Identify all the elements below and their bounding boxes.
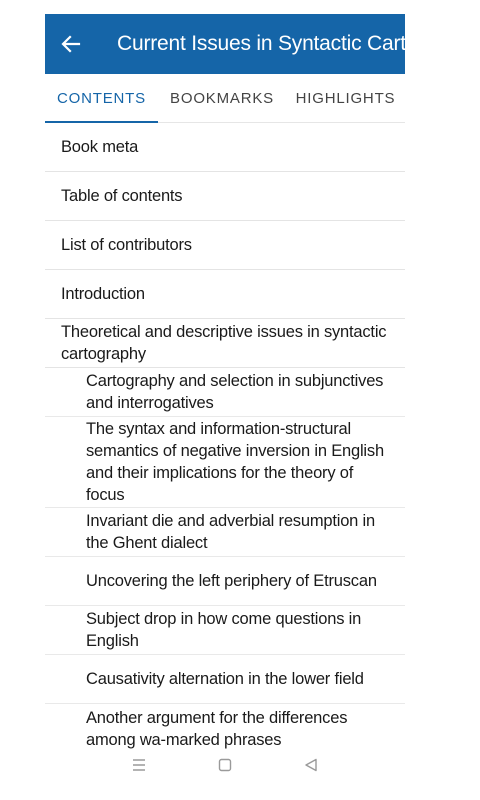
toc-item-label: Causativity alternation in the lower field bbox=[86, 670, 364, 688]
arrow-left-icon bbox=[61, 34, 81, 54]
recent-apps-icon bbox=[131, 758, 147, 772]
tab-bookmarks[interactable]: BOOKMARKS bbox=[170, 89, 274, 107]
reader-toc-screen bbox=[45, 14, 480, 749]
toc-item-chapter[interactable] bbox=[45, 655, 405, 704]
tab-contents[interactable]: CONTENTS bbox=[45, 74, 158, 122]
toc-item-chapter[interactable] bbox=[45, 557, 405, 606]
toc-item-label: The syntax and information-structural semantics of negative inversion in English and their implications for the theory of focus bbox=[86, 420, 384, 504]
toc-item-label: Table of contents bbox=[61, 187, 183, 205]
toc-item-label: Invariant die and adverbial resumption in the Ghent dialect bbox=[86, 512, 375, 552]
toc-item-book-meta[interactable] bbox=[45, 123, 405, 172]
toc-item-label: Book meta bbox=[61, 138, 139, 156]
tab-highlights[interactable]: HIGHLIGHTS bbox=[295, 89, 396, 107]
toc-item-label: Cartography and selection in subjunctives and interrogatives bbox=[86, 372, 384, 412]
toc-item-part-theoretical-issues[interactable] bbox=[45, 319, 405, 368]
toc-item-label: Introduction bbox=[61, 285, 145, 303]
toc-item-label: Another argument for the differences among wa-marked phrases bbox=[86, 708, 348, 749]
toc-item-chapter[interactable] bbox=[45, 368, 405, 417]
toc-item-label: Theoretical and descriptive issues in syntactic cartography bbox=[61, 323, 387, 363]
toc-item-label: Subject drop in how come questions in English bbox=[86, 610, 362, 650]
table-of-contents-list bbox=[45, 123, 405, 753]
toc-item-label: List of contributors bbox=[61, 236, 192, 254]
toc-item-label: Uncovering the left periphery of Etruscan bbox=[86, 572, 377, 590]
app-bar bbox=[45, 14, 480, 74]
toc-item-chapter[interactable] bbox=[45, 508, 405, 557]
toc-item-list-of-contributors[interactable] bbox=[45, 221, 405, 270]
book-title: Current Issues in Syntactic Cartography bbox=[117, 32, 480, 55]
system-nav-bar bbox=[0, 742, 450, 787]
toc-item-introduction[interactable] bbox=[45, 270, 405, 319]
home-icon bbox=[218, 758, 232, 772]
back-button[interactable] bbox=[45, 14, 97, 74]
toc-item-chapter[interactable] bbox=[45, 417, 405, 508]
back-triangle-icon bbox=[304, 758, 318, 772]
toc-item-chapter[interactable] bbox=[45, 606, 405, 655]
home-button[interactable] bbox=[182, 742, 268, 787]
system-back-button[interactable] bbox=[268, 742, 354, 787]
tab-bar bbox=[45, 74, 405, 123]
toc-item-table-of-contents[interactable] bbox=[45, 172, 405, 221]
recent-apps-button[interactable] bbox=[96, 742, 182, 787]
